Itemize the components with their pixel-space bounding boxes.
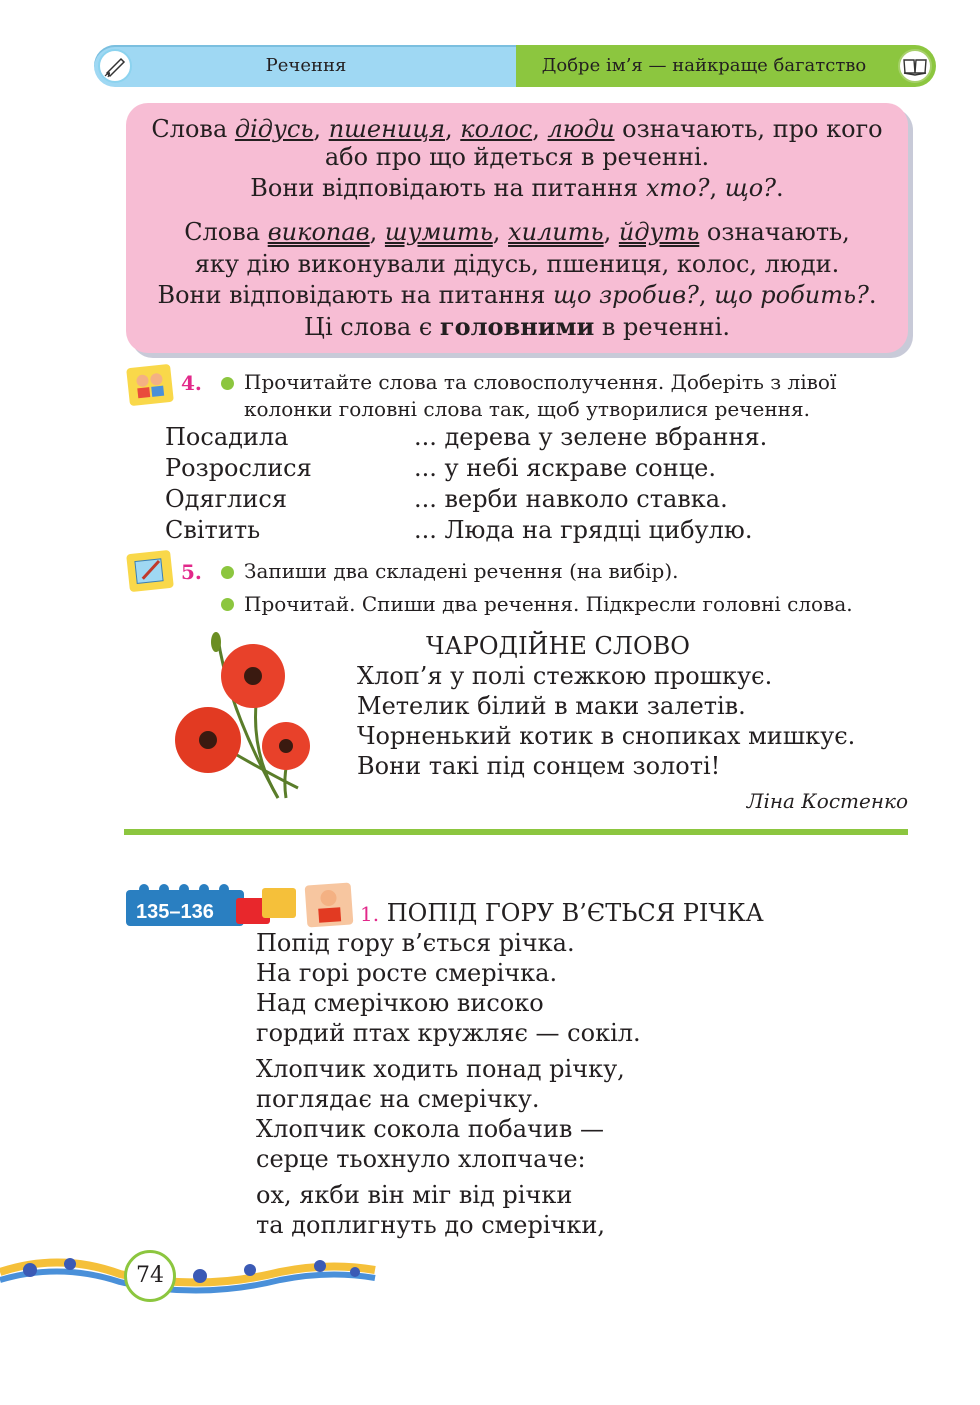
right-column-phrase: ... верби навколо ставка. [414, 485, 728, 513]
poem-title: ЧАРОДІЙНЕ СЛОВО [426, 632, 690, 660]
poem-line: На горі росте смерічка. [256, 959, 558, 987]
rule-line-1: Слова дідусь, пшениця, колос, люди означають, про кого [151, 115, 883, 143]
poem-author: Ліна Костенко [746, 789, 908, 813]
page-number: 74 [124, 1250, 176, 1302]
rule-box [126, 103, 908, 353]
double-underlined-word: йдуть [618, 218, 700, 246]
poem-line: серце тьохнуло хлопчаче: [256, 1145, 586, 1173]
right-column-phrase: ... Люда на грядці цибулю. [414, 516, 753, 544]
rule-line-5: яку дію виконували дідусь, пшениця, колос, люди. [194, 250, 840, 278]
double-underlined-word: шумить [384, 218, 493, 246]
bullet-dot [221, 598, 234, 611]
task-instruction: Прочитайте слова та словосполучення. Доберіть з лівої [244, 370, 837, 394]
task-instruction: Прочитай. Спиши два речення. Підкресли головні слова. [244, 592, 853, 616]
poem-line: поглядає на смерічку. [256, 1085, 540, 1113]
header-left-title: Речення [265, 55, 347, 76]
poem-number: 1. [360, 902, 380, 926]
double-underlined-word: хилить [508, 218, 604, 246]
poem-line: Вони такі під сонцем золоті! [357, 752, 721, 780]
poem-line: Хлопчик ходить понад річку, [256, 1055, 625, 1083]
poem-line: Хлоп’я у полі стежкою прошкує. [357, 662, 773, 690]
lesson-number: 135–136 [136, 901, 214, 923]
poem-heading [360, 899, 764, 927]
poem-line: Метелик білий в маки залетів. [357, 692, 746, 720]
book-icon [898, 49, 932, 83]
left-column-word: Розрослися [165, 454, 312, 482]
poem-line: та доплигнуть до смерічки, [256, 1211, 606, 1239]
rule-line-2: або про що йдеться в реченні. [324, 143, 710, 171]
reading-boy-icon [305, 882, 354, 927]
right-column-phrase: ... у небі яскраве сонце. [414, 454, 716, 482]
task-instruction: колонки головні слова так, щоб утворилися речення. [244, 397, 810, 421]
left-column-word: Посадила [165, 423, 289, 451]
poppies-image [168, 628, 323, 808]
bullet-dot [221, 566, 234, 579]
underlined-word: люди [547, 115, 615, 143]
rule-line-6: Вони відповідають на питання що зробив?, що робить?. [157, 281, 877, 309]
rule-line-3: Вони відповідають на питання хто?, що?. [250, 174, 784, 202]
poem-line: Хлопчик сокола побачив — [256, 1115, 604, 1143]
bullet-dot [221, 377, 234, 390]
double-underlined-word: викопав [267, 218, 370, 246]
writing-icon [126, 550, 174, 592]
header-bar [94, 45, 936, 87]
task-instruction: Запиши два складені речення (на вибір). [244, 559, 679, 583]
header-right-title: Добре ім’я — найкраще багатство [541, 55, 867, 76]
right-column-phrase: ... дерева у зелене вбрання. [414, 423, 768, 451]
rule-line-4: Слова викопав, шумить, хилить, йдуть означають, [184, 218, 850, 246]
rule-line-7: Ці слова є головними в реченні. [304, 312, 730, 341]
poem-line: Над смерічкою високо [256, 989, 544, 1017]
poem-line: Попід гору в’ється річка. [256, 929, 575, 957]
section-divider [124, 829, 908, 835]
underlined-word: пшениця [328, 115, 445, 143]
children-reading-icon [126, 364, 174, 406]
left-column-word: Одяглися [165, 485, 287, 513]
poem-line: гордий птах кружляє — сокіл. [256, 1019, 641, 1047]
floral-ornament [0, 1242, 380, 1312]
poem-line: Чорненький котик в снопиках мишкує. [357, 722, 856, 750]
poem-title: ПОПІД ГОРУ В’ЄТЬСЯ РІЧКА [386, 899, 764, 927]
left-column-word: Світить [165, 516, 261, 544]
poem-line: ох, якби він міг від річки [256, 1181, 573, 1209]
underlined-word: дідусь [234, 115, 314, 143]
underlined-word: колос [460, 115, 533, 143]
task-number: 5. [181, 560, 202, 584]
task-number: 4. [181, 371, 202, 395]
